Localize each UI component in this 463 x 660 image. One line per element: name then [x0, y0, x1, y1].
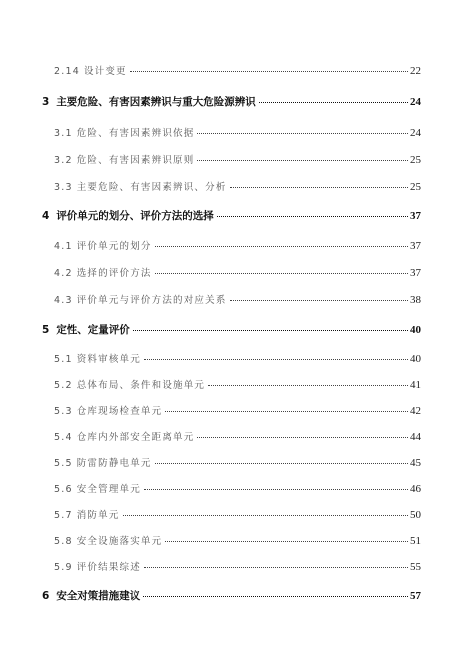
toc-leader-dots [197, 160, 408, 161]
toc-entry-number: 5.3 [54, 406, 73, 417]
toc-entry [54, 63, 421, 77]
toc-entry [42, 94, 421, 109]
toc-leader-dots [230, 300, 408, 301]
toc-leader-dots [133, 330, 408, 331]
toc-entry-title: 危险、有害因素辨识原则 [76, 155, 195, 166]
toc-entry-page: 37 [410, 240, 421, 252]
toc-leader-dots [155, 273, 408, 274]
toc-entry [54, 533, 421, 547]
toc-leader-dots [144, 567, 408, 568]
toc-entry-number: 2.14 [54, 66, 80, 77]
toc-entry-page: 46 [410, 483, 421, 495]
toc-entry-title: 安全对策措施建议 [56, 590, 141, 602]
toc-entry-number: 3 [42, 96, 50, 108]
toc-entry [54, 125, 421, 139]
toc-entry-number: 5.7 [54, 510, 73, 521]
toc-entry-page: 25 [410, 181, 421, 193]
toc-entry-title: 危险、有害因素辨识依据 [76, 128, 195, 139]
toc-entry-page: 24 [410, 96, 421, 108]
toc-leader-dots [230, 187, 408, 188]
toc-entry-page: 38 [410, 294, 421, 306]
toc-entry-number: 3.3 [54, 182, 73, 193]
toc-entry-page: 24 [410, 127, 421, 139]
toc-entry [54, 292, 421, 306]
toc-entry-page: 50 [410, 509, 421, 521]
toc-leader-dots [144, 359, 408, 360]
toc-entry-number: 5.9 [54, 562, 73, 573]
toc-entry-number: 5.8 [54, 536, 73, 547]
toc-entry [42, 208, 421, 223]
toc-entry-title: 总体布局、条件和设施单元 [76, 380, 206, 391]
toc-entry [54, 351, 421, 365]
toc-leader-dots [165, 411, 408, 412]
toc-entry-page: 55 [410, 561, 421, 573]
toc-entry-title: 安全设施落实单元 [76, 536, 163, 547]
toc-leader-dots [123, 515, 408, 516]
toc-entry-number: 3.1 [54, 128, 73, 139]
toc-entry-number: 6 [42, 590, 50, 602]
toc-entry-number: 4.3 [54, 295, 73, 306]
toc-entry-page: 40 [410, 353, 421, 365]
toc-entry-title: 选择的评价方法 [76, 268, 152, 279]
toc-entry [42, 588, 421, 603]
toc-entry [54, 403, 421, 417]
toc-entry-page: 41 [410, 379, 421, 391]
toc-entry [54, 455, 421, 469]
toc-entry [54, 152, 421, 166]
toc-entry [54, 507, 421, 521]
toc-leader-dots [155, 463, 408, 464]
toc-entry [54, 429, 421, 443]
toc-entry-number: 3.2 [54, 155, 73, 166]
toc-entry [54, 265, 421, 279]
toc-entry [54, 179, 421, 193]
toc-entry-page: 22 [410, 65, 421, 77]
toc-leader-dots [130, 71, 408, 72]
toc-entry-title: 评价单元与评价方法的对应关系 [76, 295, 227, 306]
toc-entry-number: 4 [42, 210, 50, 222]
toc-entry-number: 5.6 [54, 484, 73, 495]
toc-entry-title: 评价单元的划分 [76, 241, 152, 252]
toc-entry-number: 4.1 [54, 241, 73, 252]
toc-entry-page: 37 [410, 267, 421, 279]
toc-entry-page: 42 [410, 405, 421, 417]
toc-leader-dots [208, 385, 408, 386]
toc-leader-dots [197, 437, 408, 438]
toc-entry-title: 资料审核单元 [76, 354, 141, 365]
toc-leader-dots [217, 216, 408, 217]
toc-entry [54, 559, 421, 573]
toc-leader-dots [259, 102, 408, 103]
toc-entry-number: 5.2 [54, 380, 73, 391]
toc-entry-page: 40 [410, 324, 421, 336]
toc-entry-number: 5.4 [54, 432, 73, 443]
toc-entry-number: 5.5 [54, 458, 73, 469]
toc-entry-title: 仓库内外部安全距离单元 [76, 432, 195, 443]
toc-leader-dots [155, 246, 408, 247]
toc-entry-title: 主要危险、有害因素辨识与重大危险源辨识 [56, 96, 256, 108]
toc-entry-title: 设计变更 [83, 66, 127, 77]
toc-leader-dots [143, 596, 408, 597]
toc-leader-dots [144, 489, 408, 490]
toc-entry [54, 377, 421, 391]
toc-entry-page: 25 [410, 154, 421, 166]
toc-entry-title: 定性、定量评价 [56, 324, 130, 336]
toc-entry-page: 51 [410, 535, 421, 547]
toc-entry-title: 安全管理单元 [76, 484, 141, 495]
toc-entry-page: 37 [410, 210, 421, 222]
toc-entry-title: 防雷防静电单元 [76, 458, 152, 469]
toc-entry [54, 481, 421, 495]
toc-entry-number: 5 [42, 324, 50, 336]
toc-entry-number: 4.2 [54, 268, 73, 279]
toc-leader-dots [197, 133, 408, 134]
toc-entry-page: 44 [410, 431, 421, 443]
toc-entry-title: 消防单元 [76, 510, 120, 521]
toc-entry-title: 评价结果综述 [76, 562, 141, 573]
toc-entry-title: 评价单元的划分、评价方法的选择 [56, 210, 214, 222]
toc-entry [54, 238, 421, 252]
toc-entry-number: 5.1 [54, 354, 73, 365]
toc-leader-dots [165, 541, 408, 542]
toc-entry [42, 322, 421, 337]
toc-entry-title: 仓库现场检查单元 [76, 406, 163, 417]
toc-entry-page: 45 [410, 457, 421, 469]
toc-entry-title: 主要危险、有害因素辨识、分析 [76, 182, 227, 193]
toc-entry-page: 57 [410, 590, 421, 602]
